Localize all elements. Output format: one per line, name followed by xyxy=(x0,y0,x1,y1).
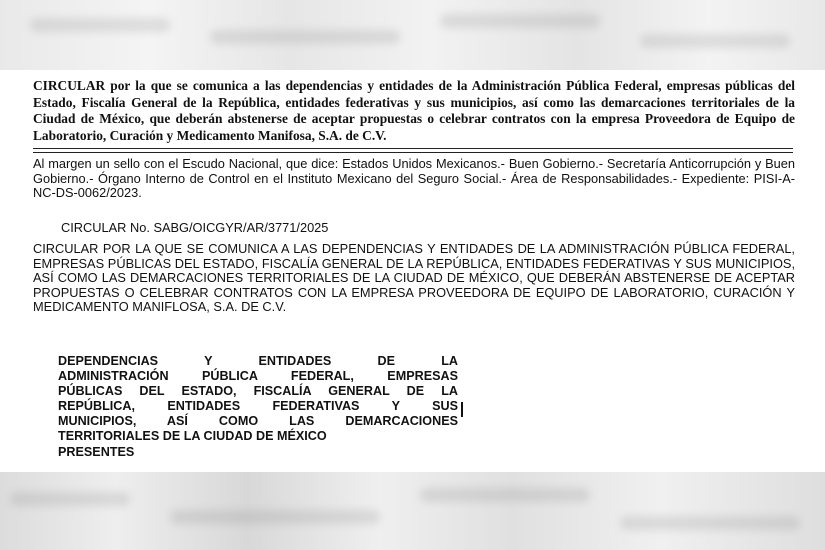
circular-number: CIRCULAR No. SABG/OICGYR/AR/3771/2025 xyxy=(61,220,329,235)
addressee-line: PÚBLICAS DEL ESTADO, FISCALÍA GENERAL DE LA xyxy=(58,384,458,399)
margin-note: Al margen un sello con el Escudo Nacional, que dice: Estados Unidos Mexicanos.- Buen Gobierno.- Secretaría Anticorrupción y Buen Gobierno.- Órgano Interno de Control en el Instituto Mexicano del Seguro Social.- Área de Responsabilidades.- Expediente: PISI-A-NC-DS-0062/2023. xyxy=(33,156,795,201)
document-title: CIRCULAR por la que se comunica a las dependencias y entidades de la Administración Pública Federal, empresas públicas del Estado, Fiscalía General de la República, entidades federativas y sus municipios, así como las demarcaciones territoriales de la Ciudad de México, que deberán abstenerse de aceptar propuestas o celebrar contratos con la empresa Proveedora de Equipo de Laboratorio, Curación y Medicamento Manifosa, S.A. de C.V. xyxy=(33,78,795,143)
title-rule-top xyxy=(33,148,793,149)
uppercase-title: CIRCULAR POR LA QUE SE COMUNICA A LAS DEPENDENCIAS Y ENTIDADES DE LA ADMINISTRACIÓN PÚBLICA FEDERAL, EMPRESAS PÚBLICAS DEL ESTADO, FISCALÍA GENERAL DE LA REPÚBLICA, ENTIDADES FEDERATIVAS Y SUS MUNICIPIOS, ASÍ COMO LAS DEMARCACIONES TERRITORIALES DE LA CIUDAD DE MÉXICO, QUE DEBERÁN ABSTENERSE DE ACEPTAR PROPUESTAS O CELEBRAR CONTRATOS CON LA EMPRESA PROVEEDORA DE EQUIPO DE LABORATORIO, CURACIÓN Y MEDICAMENTO MANIFLOSA, S.A. DE C.V. xyxy=(33,241,795,315)
addressee-block xyxy=(58,354,458,460)
addressee-line: DEPENDENCIAS Y ENTIDADES DE LA xyxy=(58,354,458,368)
document-page xyxy=(0,70,825,472)
blurred-bottom-area xyxy=(0,472,825,550)
blurred-top-area xyxy=(0,0,825,70)
title-rule-bottom xyxy=(33,152,793,153)
text-cursor xyxy=(461,402,463,417)
addressee-line: TERRITORIALES DE LA CIUDAD DE MÉXICO xyxy=(58,429,327,444)
addressee-line: PRESENTES xyxy=(58,444,135,459)
addressee-line: REPÚBLICA, ENTIDADES FEDERATIVAS Y SUS xyxy=(58,399,458,414)
addressee-line: ADMINISTRACIÓN PÚBLICA FEDERAL, EMPRESAS xyxy=(58,369,458,384)
addressee-line: MUNICIPIOS, ASÍ COMO LAS DEMARCACIONES xyxy=(58,414,458,429)
